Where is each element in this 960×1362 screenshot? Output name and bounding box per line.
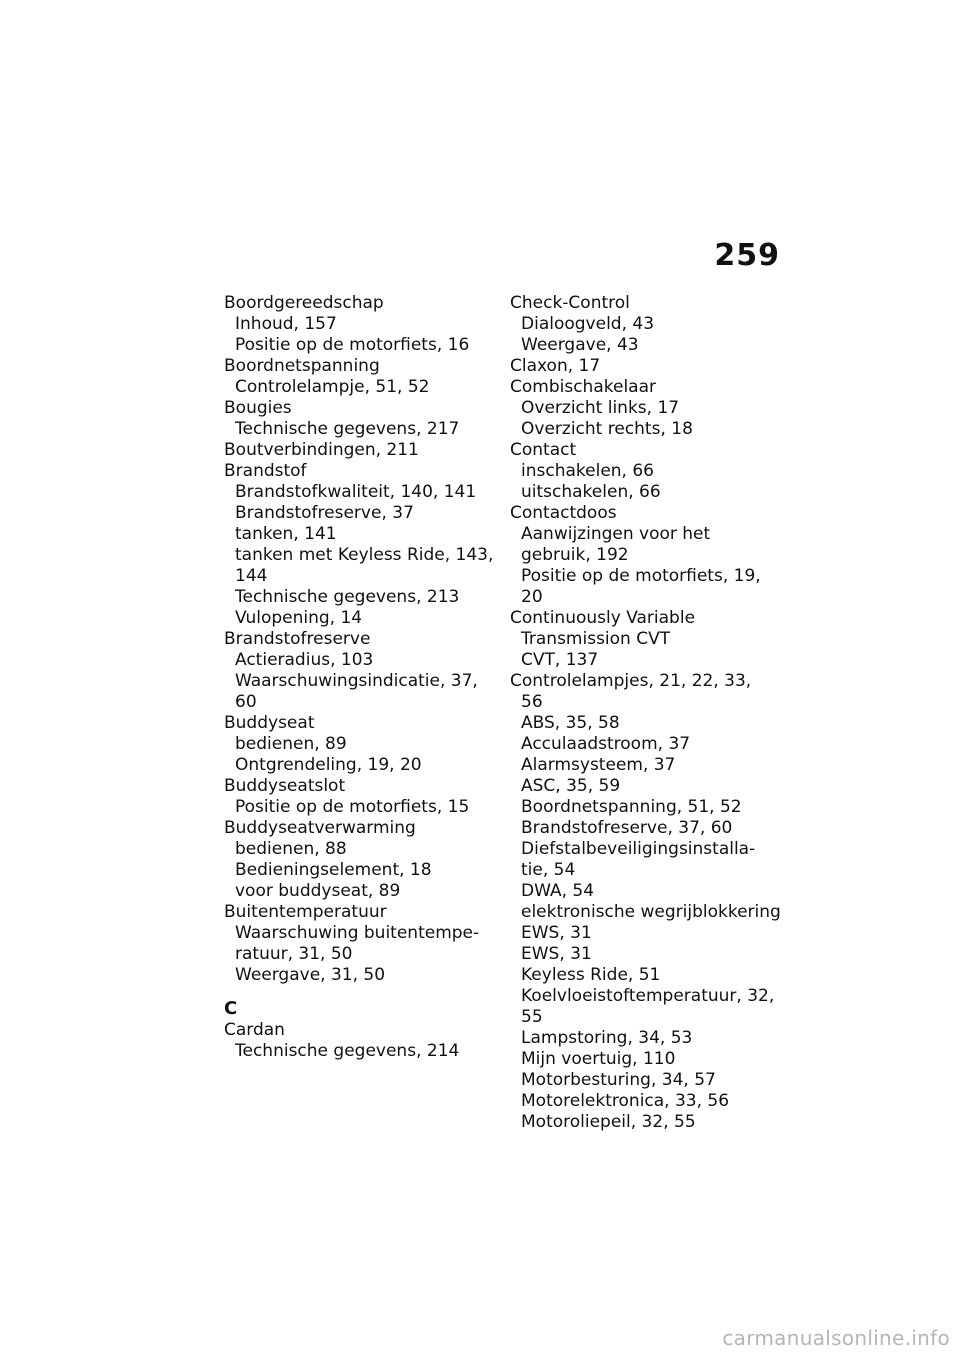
index-entry: Buddyseatslot <box>224 776 346 796</box>
index-subentry: Acculaadstroom, 37 <box>521 734 691 754</box>
index-entry: Contact <box>510 440 577 460</box>
index-subentry: Technische gegevens, 217 <box>235 419 460 439</box>
index-subentry: Inhoud, 157 <box>235 314 337 334</box>
index-subentry: Positie op de motorfiets, 19, <box>521 566 761 586</box>
index-entry: Buddyseat <box>224 713 315 733</box>
index-subentry: Ontgrendeling, 19, 20 <box>235 755 422 775</box>
index-entry: Brandstof <box>224 461 307 481</box>
index-subentry: Technische gegevens, 214 <box>235 1041 460 1061</box>
index-subentry: bedienen, 88 <box>235 839 347 859</box>
index-column-left <box>224 293 499 1062</box>
index-subentry: Actieradius, 103 <box>235 650 374 670</box>
index-subentry: Weergave, 43 <box>521 335 639 355</box>
index-entry: Controlelampjes, 21, 22, 33, <box>510 671 752 691</box>
index-subentry: Controlelampje, 51, 52 <box>235 377 430 397</box>
index-entry: Continuously Variable <box>510 608 696 628</box>
index-subentry: Positie op de motorfiets, 15 <box>235 797 470 817</box>
index-subentry: ratuur, 31, 50 <box>235 944 353 964</box>
index-subentry: Overzicht links, 17 <box>521 398 680 418</box>
index-subentry: Boordnetspanning, 51, 52 <box>521 797 742 817</box>
index-entry: Boordgereedschap <box>224 293 384 313</box>
index-entry: Buddyseatverwarming <box>224 818 416 838</box>
index-subentry: bedienen, 89 <box>235 734 347 754</box>
index-subentry: Motoroliepeil, 32, 55 <box>521 1112 696 1132</box>
index-subentry: CVT, 137 <box>521 650 599 670</box>
index-entry: Boordnetspanning <box>224 356 380 376</box>
index-subentry: EWS, 31 <box>521 923 592 943</box>
page-number: 259 <box>714 238 780 273</box>
index-subentry: tanken, 141 <box>235 524 337 544</box>
index-subentry: ASC, 35, 59 <box>521 776 621 796</box>
index-entry: Cardan <box>224 1020 285 1040</box>
index-subentry: Motorbesturing, 34, 57 <box>521 1070 716 1090</box>
index-subentry: 55 <box>521 1007 543 1027</box>
index-subentry: Aanwijzingen voor het <box>521 524 711 544</box>
index-entry: Claxon, 17 <box>510 356 601 376</box>
index-subentry: Dialoogveld, 43 <box>521 314 655 334</box>
index-subentry: Lampstoring, 34, 53 <box>521 1028 693 1048</box>
index-subentry: inschakelen, 66 <box>521 461 654 481</box>
index-entry: Check-Control <box>510 293 630 313</box>
index-subentry: Diefstalbeveiligingsinstalla- <box>521 839 756 859</box>
index-subentry: Overzicht rechts, 18 <box>521 419 693 439</box>
index-subentry: DWA, 54 <box>521 881 595 901</box>
index-subentry: uitschakelen, 66 <box>521 482 661 502</box>
index-subentry: Brandstofreserve, 37 <box>235 503 414 523</box>
index-entry: Contactdoos <box>510 503 617 523</box>
index-subentry: Bedieningselement, 18 <box>235 860 432 880</box>
index-subentry: ABS, 35, 58 <box>521 713 620 733</box>
index-subentry: voor buddyseat, 89 <box>235 881 401 901</box>
index-subentry: Vulopening, 14 <box>235 608 363 628</box>
index-entry: Boutverbindingen, 211 <box>224 440 419 460</box>
index-subentry: 56 <box>521 692 543 712</box>
index-entry: Combischakelaar <box>510 377 656 397</box>
index-section-letter: C <box>224 998 238 1019</box>
index-subentry: Positie op de motorfiets, 16 <box>235 335 470 355</box>
index-subentry: Brandstofkwaliteit, 140, 141 <box>235 482 477 502</box>
index-subentry: Technische gegevens, 213 <box>235 587 460 607</box>
index-subentry: 144 <box>235 566 268 586</box>
index-subentry: Mijn voertuig, 110 <box>521 1049 676 1069</box>
index-subentry: tanken met Keyless Ride, 143, <box>235 545 494 565</box>
watermark: carmanualsonline.info <box>722 1326 950 1350</box>
index-subentry: Koelvloeistoftemperatuur, 32, <box>521 986 775 1006</box>
index-subentry: Waarschuwingsindicatie, 37, <box>235 671 478 691</box>
index-subentry: tie, 54 <box>521 860 576 880</box>
index-column-right <box>510 293 790 1133</box>
index-subentry: Keyless Ride, 51 <box>521 965 661 985</box>
index-subentry: elektronische wegrijblokkering <box>521 902 781 922</box>
index-subentry: Waarschuwing buitentempe- <box>235 923 480 943</box>
index-subentry: Motorelektronica, 33, 56 <box>521 1091 730 1111</box>
index-subentry: Transmission CVT <box>521 629 671 649</box>
index-subentry: Brandstofreserve, 37, 60 <box>521 818 733 838</box>
index-entry: Buitentemperatuur <box>224 902 387 922</box>
index-entry: Bougies <box>224 398 292 418</box>
index-subentry: EWS, 31 <box>521 944 592 964</box>
index-subentry: Alarmsysteem, 37 <box>521 755 676 775</box>
index-subentry: 60 <box>235 692 257 712</box>
index-subentry: gebruik, 192 <box>521 545 629 565</box>
index-entry: Brandstofreserve <box>224 629 371 649</box>
index-subentry: Weergave, 31, 50 <box>235 965 386 985</box>
index-subentry: 20 <box>521 587 543 607</box>
